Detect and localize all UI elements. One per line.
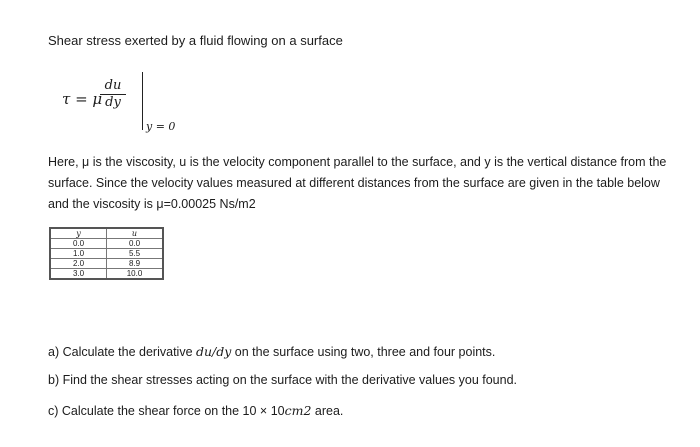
velocity-table — [49, 227, 164, 280]
question-a-math: du/dy — [196, 344, 232, 359]
header-y: y — [50, 228, 107, 239]
fraction-numerator: du — [100, 78, 126, 95]
cell-u: 8.9 — [107, 259, 164, 269]
derivative-fraction — [100, 78, 126, 111]
evaluation-bar — [142, 72, 143, 130]
fraction-denominator: dy — [105, 95, 121, 110]
formula-lhs: τ = μ — [62, 90, 103, 108]
cell-u: 5.5 — [107, 249, 164, 259]
question-a-text-end: on the surface using two, three and four points. — [231, 345, 496, 359]
cell-y: 1.0 — [50, 249, 107, 259]
cell-u: 10.0 — [107, 269, 164, 280]
description-paragraph: Here, μ is the viscosity, u is the velocity component parallel to the surface, and y is the vertical distance from the surface. Since the velocity values measured at different distances from the surface are given in the table below and the viscosity is μ=0.00025 Ns/m2 — [48, 155, 667, 211]
cell-y: 0.0 — [50, 239, 107, 249]
page-title: Shear stress exerted by a fluid flowing on a surface — [48, 33, 343, 48]
cell-y: 2.0 — [50, 259, 107, 269]
cell-u: 0.0 — [107, 239, 164, 249]
question-a-text-start: a) Calculate the derivative — [48, 345, 196, 359]
evaluation-point: y = 0 — [146, 120, 176, 133]
table-row — [50, 269, 163, 280]
question-c-text-start: c) Calculate the shear force on the 10 × 10 — [48, 404, 285, 418]
question-c-text-end: area. — [311, 404, 344, 418]
table-row — [50, 249, 163, 259]
header-u: u — [107, 228, 164, 239]
table-row — [50, 259, 163, 269]
table-header-row — [50, 228, 163, 239]
cell-y: 3.0 — [50, 269, 107, 280]
question-c-math: cm2 — [284, 403, 312, 418]
question-c — [48, 403, 343, 418]
question-b: b) Find the shear stresses acting on the surface with the derivative values you found. — [48, 373, 518, 387]
question-a — [48, 344, 495, 359]
table-row — [50, 239, 163, 249]
shear-stress-formula — [62, 72, 222, 142]
